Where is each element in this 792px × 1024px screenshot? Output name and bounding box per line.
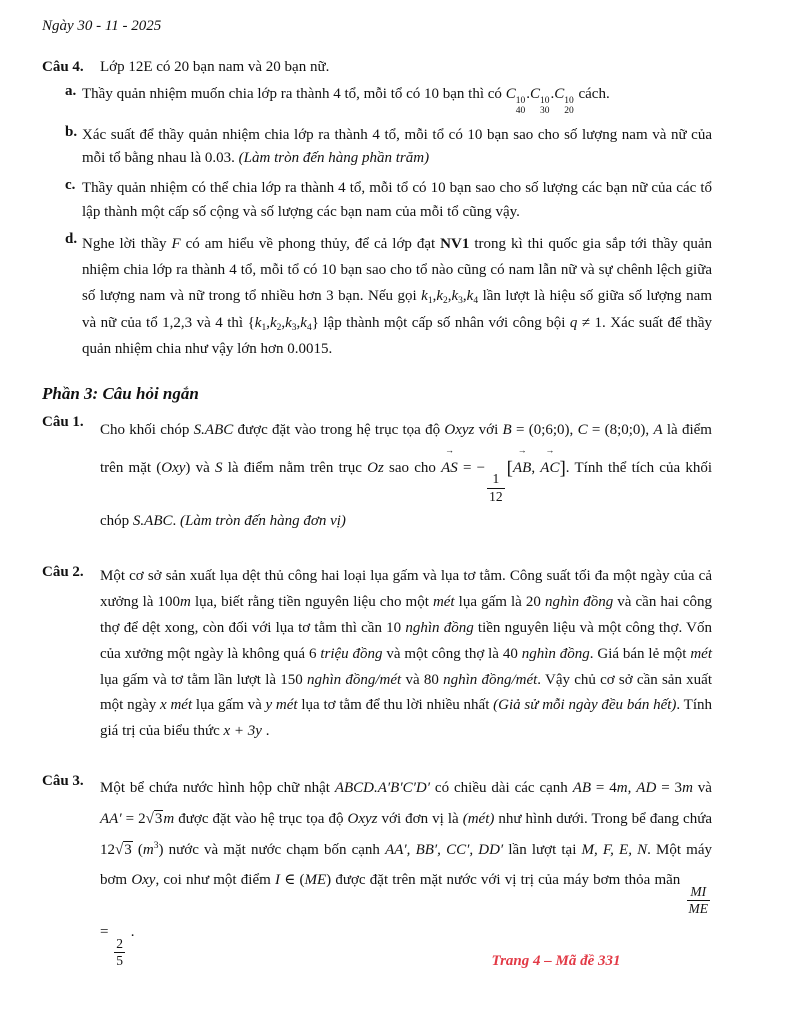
axes-name: Oxyz	[347, 810, 378, 827]
question-4-intro: Lớp 12E có 20 bạn nam và 20 bạn nữ.	[100, 59, 330, 75]
vector-AS: → AS	[441, 445, 458, 476]
unit-m: m	[163, 810, 175, 827]
page-footer: Trang 4 – Mã đề 331	[491, 953, 621, 969]
cubed-exponent: 3	[153, 840, 159, 851]
expression-x-plus-3y: x + 3y	[223, 723, 262, 740]
text-run: Một bể chứa nước hình hộp chữ nhật	[100, 780, 335, 797]
math-symbol: C	[529, 86, 540, 102]
text-run: ≠ 1. Xác suất để thầy quản nhiệm chia như vậy lớn hơn 0.0015.	[82, 314, 712, 357]
text-run: là điểm trên mặt (	[100, 422, 712, 476]
text-run: được đặt vào hệ trục tọa độ	[174, 810, 348, 827]
question-4b-text	[82, 124, 712, 171]
text-run: Thầy quản nhiệm muốn chia lớp ra thành 4 tổ, mỗi tổ có 10 bạn thì có	[82, 86, 506, 102]
question-4c-label: c.	[65, 177, 76, 194]
unit-m: m	[180, 594, 191, 611]
question-4-label: Câu 4.	[42, 59, 84, 75]
point-A: A	[653, 422, 663, 439]
text-run: trong kì thi quốc gia sắp tới thầy quản nhiệm chia lớp ra thành 4 tổ, mỗi tổ có 10 bạn sao cho tổ nào cũng có nam lẫn nữ và sự chênh lệch giữa số lượng nam và nữ trong tổ nhiều hơn 3 bạn. Nếu gọi	[82, 235, 712, 305]
text-run: cách.	[574, 86, 610, 102]
segment-ME: ME	[304, 872, 327, 889]
text-run: là điểm nằm trên trục	[222, 459, 368, 476]
question-3-text: Một bể chứa nước hình hộp chữ nhật ABCD.A′B′C′D′ có chiều dài các cạnh AB = 4m, AD = 3m và AA′ = 2√3m được đặt vào hệ trục tọa độ Oxyz với đơn vị là (mét) như hình dưới. Trong bể đang chứa 12√3 $(m^3)$ nước và mặt nước chạm bốn cạnh AA′, BB′, CC′, DD′ lần lượt tại M, F, E, N. Một máy bơm Oxy, coi như một điểm I ∈ (ME) được đặt trên mặt nước với vị trị của máy bơm thỏa mãn $\frac{MI}{ME}$ = $\frac{2}{5}$ .	[100, 780, 713, 968]
text-run: ) nước và mặt nước chạm bốn cạnh	[158, 841, 386, 858]
variable-y: y mét	[265, 697, 298, 714]
question-3	[42, 773, 712, 969]
question-1	[42, 414, 712, 538]
supsub-20: 10 20	[564, 96, 574, 117]
unit-met: mét	[432, 594, 455, 611]
currency-unit: nghìn đồng	[521, 645, 590, 662]
text-run: lụa tơ tằm để thu lời nhiều nhất	[297, 697, 494, 714]
question-1-label: Câu 1.	[42, 414, 84, 431]
unit-m: m	[142, 841, 154, 858]
rounding-note: (Làm tròn đến hàng đơn vị)	[180, 512, 346, 529]
plane-name: Oxy	[161, 459, 186, 476]
edge-AA: AA′	[100, 810, 122, 827]
coords-B: = (0;6;0),	[511, 422, 578, 439]
text-run: và 80	[401, 671, 444, 688]
question-4d-label: d.	[65, 230, 78, 247]
question-4b-label: b.	[65, 123, 78, 140]
combination-formula: C 10 40 .C 10 30 .C 10 20	[505, 86, 574, 117]
text-run: ) và	[185, 459, 215, 476]
vector-arrow-icon: →	[545, 445, 555, 456]
vector-arrow-icon: →	[444, 445, 454, 456]
rounding-note: (Làm tròn đến hàng phần trăm)	[238, 150, 430, 167]
edge-list: AA′, BB′, CC′, DD′	[385, 841, 504, 858]
text-run: với đơn vị là	[377, 810, 463, 827]
fraction-1-12: $\frac{1}{12}$	[489, 471, 503, 504]
fraction-MI-ME: $\frac{MI}{ME}$	[688, 883, 708, 916]
vector-AB: → AB	[512, 445, 532, 476]
point-I: I	[275, 872, 280, 889]
question-4b	[65, 124, 712, 171]
supsub-40: 10 40	[515, 96, 526, 117]
radical-icon: √	[115, 841, 124, 858]
text-run: . Tính thể tích của khối chóp	[100, 459, 713, 529]
fraction-2-5: $\frac{2}{5}$	[116, 935, 123, 968]
question-2	[42, 564, 712, 745]
vector-equation: → AS = − $\frac{1}{12}$ [ → AB, → AC]	[441, 445, 566, 504]
currency-unit: nghìn đồng	[544, 594, 614, 611]
variable-x: x mét	[160, 697, 193, 714]
price-unit: nghìn đồng/mét	[306, 671, 402, 688]
left-bracket: [	[506, 457, 513, 479]
currency-unit: triệu đồng	[320, 645, 383, 662]
price-unit: nghìn đồng/mét	[443, 671, 538, 688]
pump-name: Oxy	[131, 872, 156, 889]
question-3-label: Câu 3.	[42, 773, 84, 790]
point-B: B	[502, 422, 512, 439]
coords-C: = (8;0;0),	[587, 422, 654, 439]
unit-m: m	[616, 780, 628, 797]
box-name: ABCD.A′B′C′D′	[334, 780, 431, 797]
axis-name: Oz	[367, 459, 384, 476]
point-S: S	[215, 459, 223, 476]
question-4c	[65, 177, 712, 224]
currency-unit: nghìn đồng	[405, 620, 474, 637]
edge-AD: AD	[636, 780, 657, 797]
right-bracket: ]	[559, 457, 566, 479]
question-2-label: Câu 2.	[42, 564, 84, 581]
text-run: . Tính giá trị của biểu thức	[100, 697, 712, 740]
question-4-heading	[42, 59, 712, 76]
text-run: Nghe lời thầy	[82, 235, 172, 252]
text-run: lụa gấm là 20	[454, 594, 545, 611]
text-run: Một cơ sở sản xuất lụa dệt thủ công hai loại lụa gấm và lụa tơ tằm. Công suất tối đa một ngày của cả xưởng là 100	[100, 568, 712, 611]
text-run: như hình dưới. Trong bể đang chứa 12	[100, 810, 712, 858]
page-date: Ngày 30 - 11 - 2025	[42, 18, 162, 34]
assumption-note: (Giả sử mỗi ngày đều bán hết)	[493, 697, 677, 714]
sqrt-3: √3	[145, 810, 163, 827]
solid-name: S.ABC	[132, 512, 173, 529]
unit-note: (mét)	[462, 810, 495, 827]
unit-met: mét	[690, 645, 712, 662]
text-run: lần lượt tại	[503, 841, 582, 858]
k-set: $\{k_1,k_2,k_3,k_4\}$	[247, 314, 319, 333]
vector-arrow-icon: →	[517, 445, 527, 456]
question-4d	[65, 231, 712, 362]
nv1-bold: NV1	[440, 235, 470, 252]
text-run: . Vậy chủ cơ sở cần sản xuất một ngày	[100, 671, 713, 714]
k-sequence: $k_1,k_2,k_3,k_4$	[421, 288, 479, 307]
text-run: lụa gấm và	[192, 697, 266, 714]
text-run: Thầy quản nhiệm có thể chia lớp ra thành 4 tổ, mỗi tổ có 10 bạn sao cho số lượng các bạn nữ của các tổ lập thành một cấp số cộng và số lượng các bạn nam của mỗi tổ cũng vậy.	[82, 180, 712, 220]
text-run: . Giá bán lẻ một	[589, 645, 691, 662]
text-run: sao cho	[383, 459, 442, 476]
teacher-name: F	[171, 235, 181, 252]
question-1-text: Cho khối chóp S.ABC được đặt vào trong hệ trục tọa độ Oxyz với B = (0;6;0), C = (8;0;0), A là điểm trên mặt (Oxy) và S là điểm nằm trên trục Oz sao cho → AS = − $\frac{1}{12}$ [ → AB, → AC]. Tính thể tích của khối chóp S.ABC. (Làm tròn đến hàng đơn vị)	[100, 422, 713, 529]
question-4a-text	[82, 83, 712, 117]
text-run: , coi như một điểm	[155, 872, 275, 889]
text-run: ) được đặt trên mặt nước với vị trị của máy bơm thỏa mãn	[326, 872, 685, 889]
part3-heading: Phần 3: Câu hỏi ngắn	[42, 384, 199, 404]
text-run: lụa, biết rằng tiền nguyên liệu cho một	[190, 594, 433, 611]
text-run: . Một máy bơm	[100, 841, 713, 889]
text-run: Xác suất để thầy quản nhiệm chia lớp ra thành 4 tổ, mỗi tổ có 10 bạn sao cho số lượng nam và nữ của mỗi tổ bằng nhau là 0.03.	[82, 126, 712, 167]
math-symbol: C	[554, 86, 565, 102]
edge-AB: AB	[572, 780, 592, 797]
axes-name: Oxyz	[444, 422, 475, 439]
text-run: lần lượt là hiệu số giữa số lượng nam và nữ của tổ 1,2,3 và 4 thì	[82, 288, 712, 331]
math-symbol: q	[569, 314, 578, 331]
question-2-text: Một cơ sở sản xuất lụa dệt thủ công hai loại lụa gấm và lụa tơ tằm. Công suất tối đa một ngày của cả xưởng là 100m lụa, biết rằng tiền nguyên liệu cho một mét lụa gấm là 20 nghìn đồng và cần hai công thợ để dệt xong, còn đối với lụa tơ tằm thì cần 10 nghìn đồng tiền nguyên liệu và một công thợ. Vốn của xưởng một ngày là không quá 6 triệu đồng và một công thợ là 40 nghìn đồng. Giá bán lẻ một mét lụa gấm và tơ tằm lần lượt là 150 nghìn đồng/mét và 80 nghìn đồng/mét. Vậy chủ cơ sở cần sản xuất một ngày x mét lụa gấm và y mét lụa tơ tằm để thu lời nhiều nhất (Giả sử mỗi ngày đều bán hết). Tính giá trị của biểu thức x + 3y .	[100, 568, 713, 740]
text-run: với	[474, 422, 503, 439]
text-run: lụa gấm và tơ tằm lần lượt là 150	[100, 671, 307, 688]
text-run: và một công thợ là 40	[382, 645, 522, 662]
text-run: lập thành một cấp số nhân với công bội	[318, 314, 570, 331]
math-symbol: C	[505, 86, 516, 102]
question-4	[42, 59, 712, 362]
point-C: C	[577, 422, 588, 439]
radical-icon: √	[145, 810, 154, 827]
question-4d-text	[82, 231, 712, 362]
sqrt-3: √3	[115, 841, 132, 858]
text-run: và	[692, 780, 712, 797]
text-run: tiền nguyên liệu và một công thợ. Vốn của xưởng một ngày là không quá 6	[100, 620, 712, 662]
text-run: và cần hai công thợ để dệt xong, còn đối với lụa tơ tằm thì cần 10	[100, 594, 712, 637]
supsub-30: 10 30	[539, 96, 550, 117]
question-4a-label: a.	[65, 83, 77, 99]
text-run: có chiều dài các cạnh	[430, 780, 573, 797]
question-4c-text	[82, 177, 712, 224]
question-4a	[65, 83, 712, 117]
text-run: được đặt vào trong hệ trục tọa độ	[233, 422, 445, 439]
vector-AC: → AC	[540, 445, 560, 476]
solid-name: S.ABC	[193, 422, 234, 439]
text-run: Cho khối chóp	[100, 422, 194, 439]
unit-m: m	[682, 780, 693, 797]
point-list: M, F, E, N	[581, 841, 648, 858]
text-run: có am hiểu về phong thủy, để cả lớp đạt	[180, 235, 441, 252]
